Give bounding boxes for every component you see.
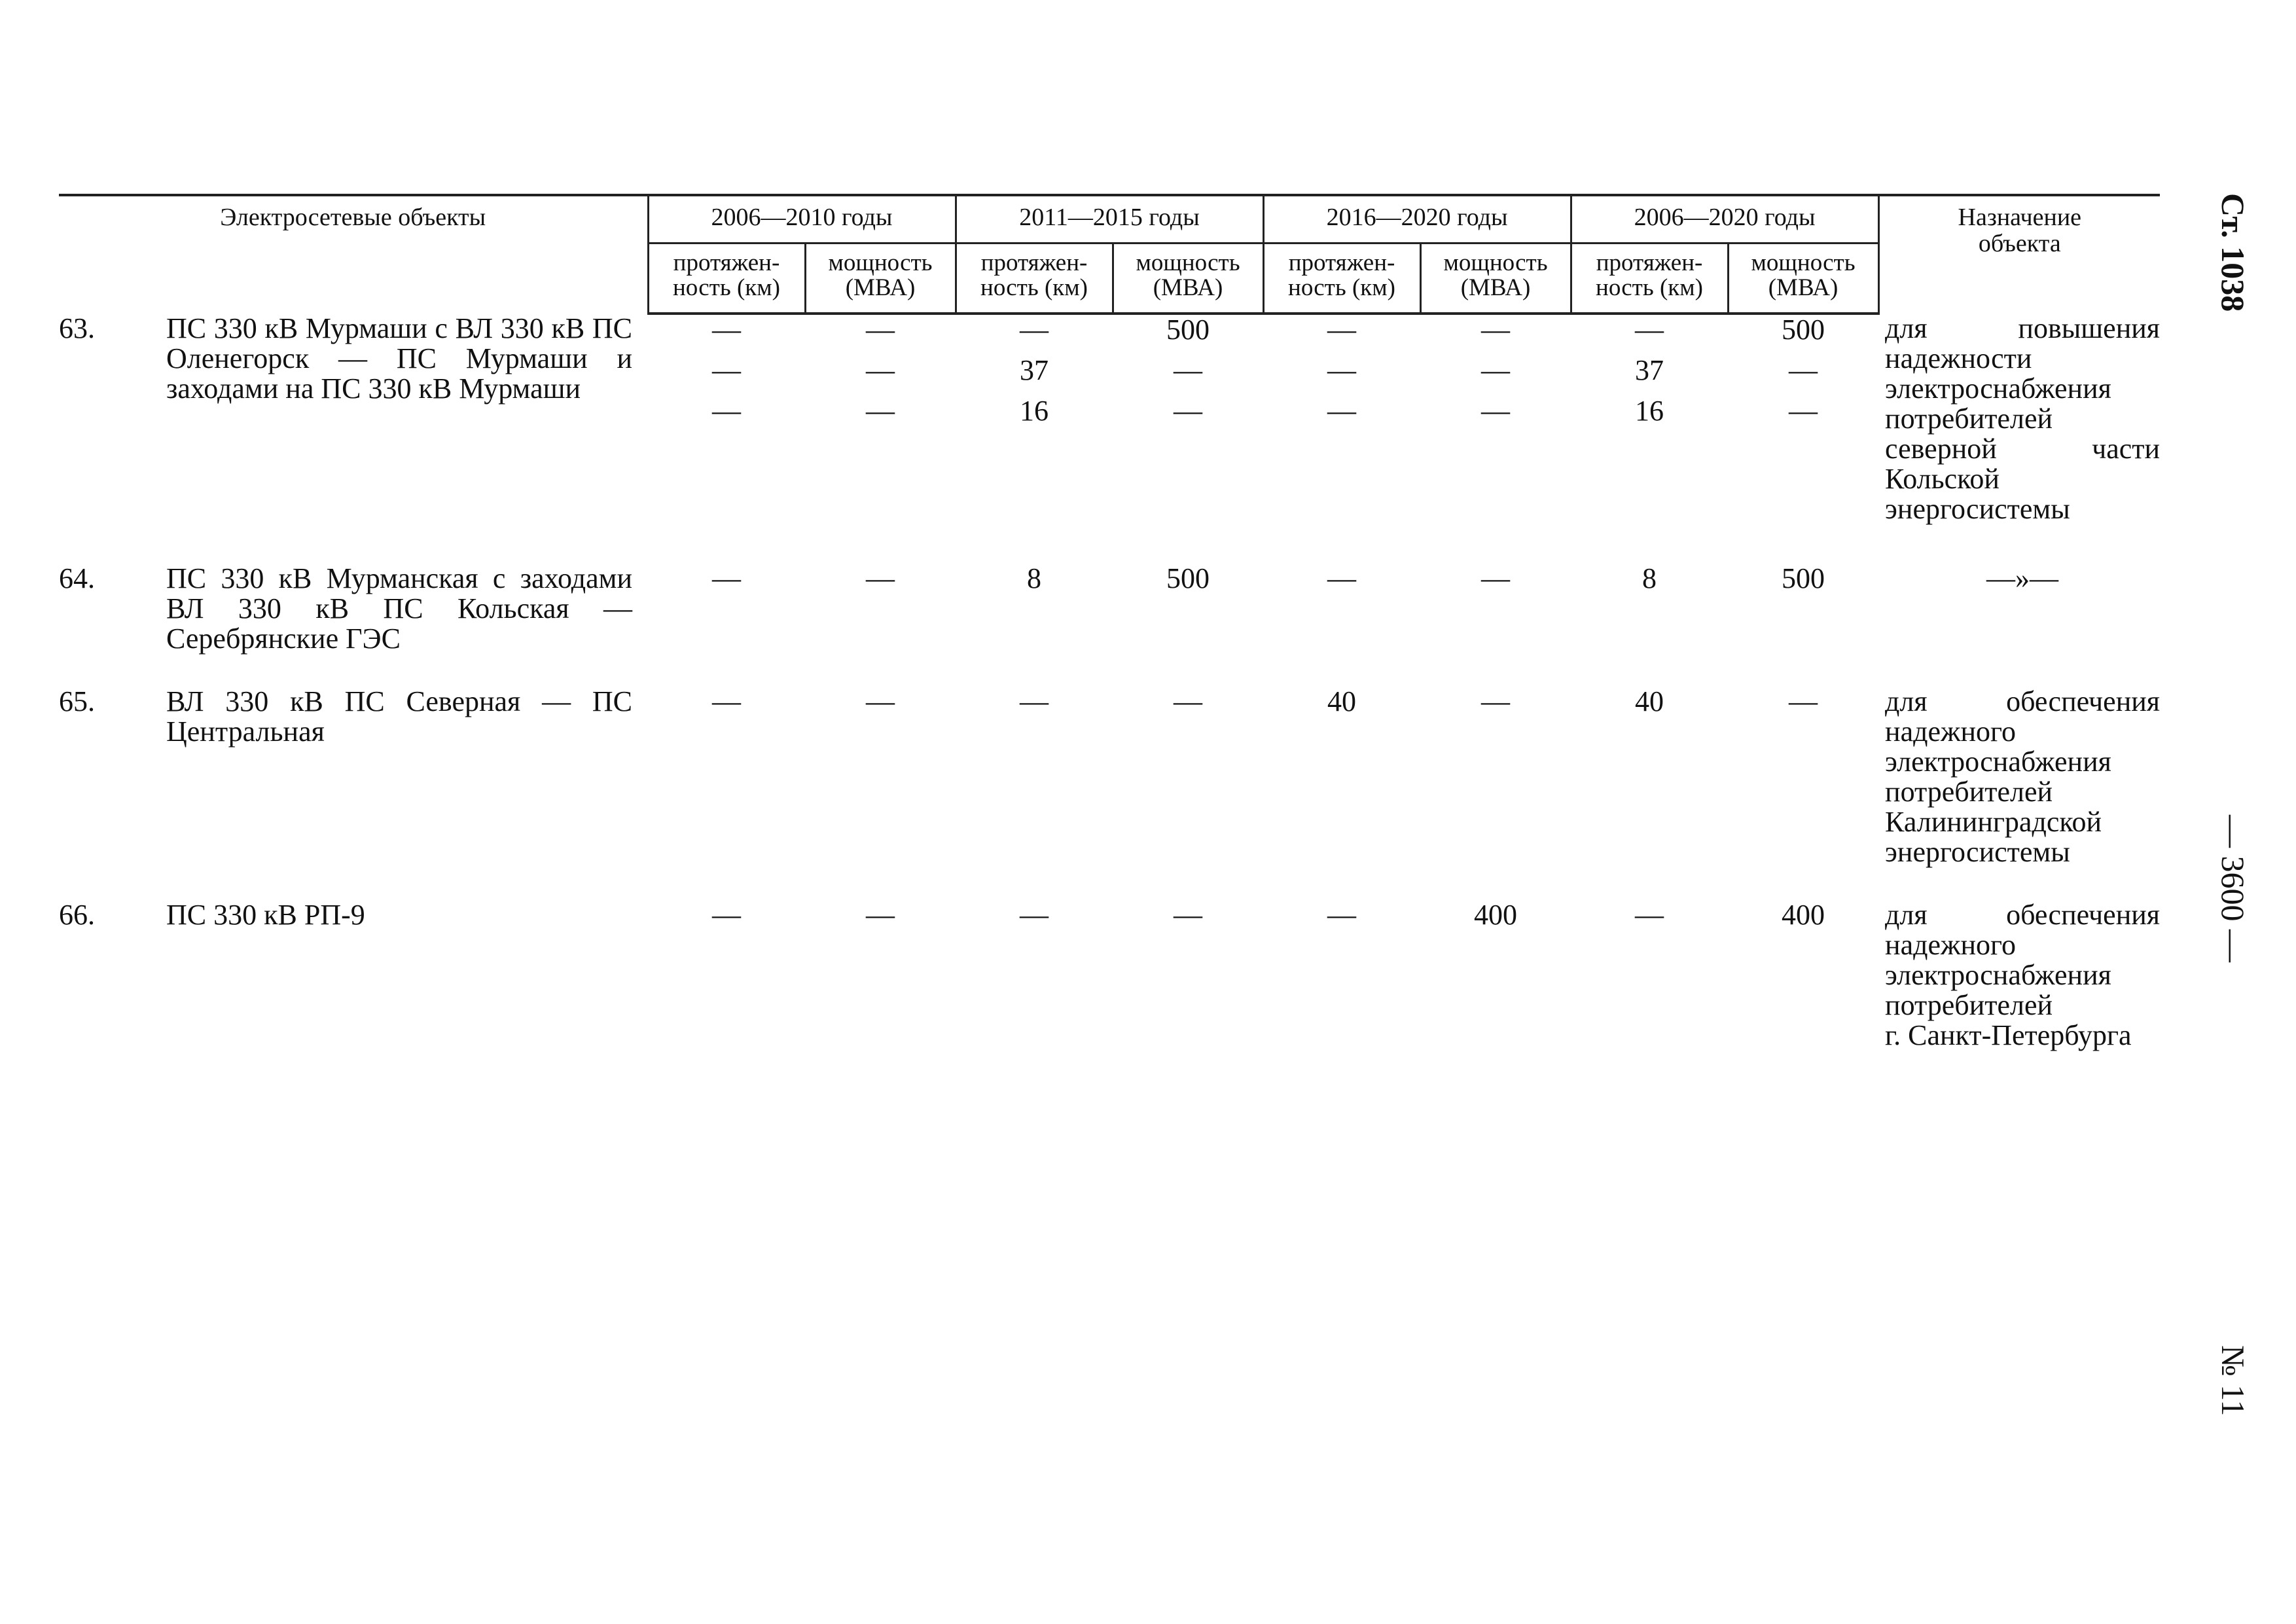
objects-table <box>59 194 2160 1051</box>
purpose-cell: —»— <box>1986 562 2059 594</box>
cell-value: — <box>1327 395 1357 427</box>
cell-value: 37 <box>1635 354 1664 386</box>
article-number: Ст. 1038 <box>2215 193 2251 312</box>
header-length-line1: протяжен- <box>1288 249 1395 276</box>
value-cell <box>805 314 956 564</box>
cell-value: 500 <box>1166 314 1210 346</box>
cell-value: — <box>712 685 741 717</box>
cell-value: — <box>1174 685 1203 717</box>
cell-value: 37 <box>1020 354 1049 386</box>
header-power-line1: мощность <box>828 249 933 276</box>
row-number: 64. <box>59 562 95 594</box>
table-row <box>59 900 2160 1051</box>
cell-value: — <box>712 395 741 427</box>
cell-value: — <box>866 395 895 427</box>
purpose-line: для обеспечения надежного электроснабжения потребителей <box>1885 899 2161 1021</box>
object-cell <box>59 687 648 900</box>
cell-value: — <box>1174 899 1203 931</box>
object-name: ВЛ 330 кВ ПС Северная — ПС Центральная <box>166 685 632 748</box>
header-period-2011-2015: 2011—2015 годы <box>956 195 1263 244</box>
value-cell <box>1728 314 1878 564</box>
cell-value: — <box>1635 899 1664 931</box>
object-cell <box>59 900 648 1051</box>
header-length-line2: ность (км) <box>673 274 780 301</box>
object-name: ПС 330 кВ Мурманская с заходами ВЛ 330 кВ ПС Кольская — Серебрянские ГЭС <box>166 562 632 655</box>
header-length-line1: протяжен- <box>1596 249 1703 276</box>
cell-value: — <box>866 354 895 386</box>
cell-value: — <box>1327 899 1357 931</box>
cell-value: 400 <box>1474 899 1518 931</box>
value-cell <box>648 314 805 564</box>
header-power-line1: мощность <box>1443 249 1548 276</box>
object-cell <box>59 564 648 687</box>
header-power <box>1113 244 1263 314</box>
object-name: ПС 330 кВ РП-9 <box>166 899 365 931</box>
header-power <box>1420 244 1571 314</box>
cell-value: — <box>1481 685 1511 717</box>
cell-value: — <box>866 314 895 346</box>
cell-value: — <box>866 899 895 931</box>
issue-number: № 11 <box>2215 1345 2251 1416</box>
cell-value: 500 <box>1782 562 1825 594</box>
header-power-line2: (МВА) <box>1460 274 1531 301</box>
cell-value: — <box>1481 354 1511 386</box>
row-number: 63. <box>59 312 95 344</box>
cell-value: 40 <box>1635 685 1664 717</box>
header-period-2006-2020: 2006—2020 годы <box>1571 195 1878 244</box>
purpose-cell <box>1878 900 2160 1051</box>
object-name: ПС 330 кВ Мурмаши с ВЛ 330 кВ ПС Оленегорск — ПС Мурмаши и заходами на ПС 330 кВ Мурмаши <box>166 312 632 405</box>
value-cell <box>1420 314 1571 564</box>
row-number: 66. <box>59 899 95 931</box>
cell-value: 400 <box>1782 899 1825 931</box>
header-length-line1: протяжен- <box>673 249 780 276</box>
cell-value: — <box>1327 314 1357 346</box>
cell-value: — <box>1789 685 1818 717</box>
purpose-cell: для обеспечения надежного электроснабжения потребителей Калининградской энергосистемы <box>1885 685 2161 868</box>
cell-value: — <box>712 354 741 386</box>
header-period-2016-2020: 2016—2020 годы <box>1263 195 1571 244</box>
header-length-line1: протяжен- <box>980 249 1088 276</box>
cell-value: — <box>866 562 895 594</box>
cell-value: — <box>1174 354 1203 386</box>
cell-value: 16 <box>1635 395 1664 427</box>
header-power-line2: (МВА) <box>1153 274 1223 301</box>
cell-value: 16 <box>1020 395 1049 427</box>
header-length-line2: ность (км) <box>1596 274 1704 301</box>
cell-value: — <box>1481 395 1511 427</box>
table-row <box>59 314 2160 564</box>
value-cell <box>956 314 1113 564</box>
cell-value: 500 <box>1782 314 1825 346</box>
header-power <box>1728 244 1878 314</box>
value-cell <box>1263 314 1420 564</box>
value-cell <box>1113 314 1263 564</box>
purpose-cell: для повышения надежности электроснабжения потребителей северной части Кольской энергосистемы <box>1885 312 2161 525</box>
cell-value: 500 <box>1166 562 1210 594</box>
cell-value: — <box>712 562 741 594</box>
cell-value: — <box>1327 354 1357 386</box>
header-power-line2: (МВА) <box>845 274 916 301</box>
cell-value: — <box>1020 899 1049 931</box>
cell-value: — <box>1020 314 1049 346</box>
header-power-line1: мощность <box>1751 249 1856 276</box>
cell-value: — <box>1327 562 1357 594</box>
header-length <box>1571 244 1728 314</box>
cell-value: — <box>1481 562 1511 594</box>
header-power-line2: (МВА) <box>1768 274 1839 301</box>
table-row <box>59 687 2160 900</box>
header-length <box>1263 244 1420 314</box>
purpose-line: г. Санкт-Петербурга <box>1885 1019 2132 1051</box>
header-length <box>648 244 805 314</box>
header-length <box>956 244 1113 314</box>
cell-value: — <box>1481 314 1511 346</box>
header-objects: Электросетевые объекты <box>59 195 648 314</box>
cell-value: — <box>1174 395 1203 427</box>
object-cell <box>59 314 648 564</box>
cell-value: 40 <box>1327 685 1357 717</box>
cell-value: — <box>712 314 741 346</box>
page-number: — 3600 — <box>2215 815 2251 962</box>
header-period-2006-2010: 2006—2010 годы <box>648 195 956 244</box>
header-row-periods <box>59 195 2160 244</box>
header-purpose <box>1878 195 2160 314</box>
table-row <box>59 564 2160 687</box>
cell-value: — <box>1789 354 1818 386</box>
value-cell <box>1571 314 1728 564</box>
cell-value: 8 <box>1642 562 1657 594</box>
header-purpose-line2: объекта <box>1978 230 2061 257</box>
cell-value: — <box>712 899 741 931</box>
cell-value: 8 <box>1027 562 1042 594</box>
header-power <box>805 244 956 314</box>
header-length-line2: ность (км) <box>980 274 1088 301</box>
cell-value: — <box>1635 314 1664 346</box>
header-length-line2: ность (км) <box>1288 274 1395 301</box>
cell-value: — <box>1789 395 1818 427</box>
header-power-line1: мощность <box>1136 249 1240 276</box>
cell-value: — <box>866 685 895 717</box>
cell-value: — <box>1020 685 1049 717</box>
row-number: 65. <box>59 685 95 717</box>
header-purpose-line1: Назначение <box>1958 204 2082 231</box>
